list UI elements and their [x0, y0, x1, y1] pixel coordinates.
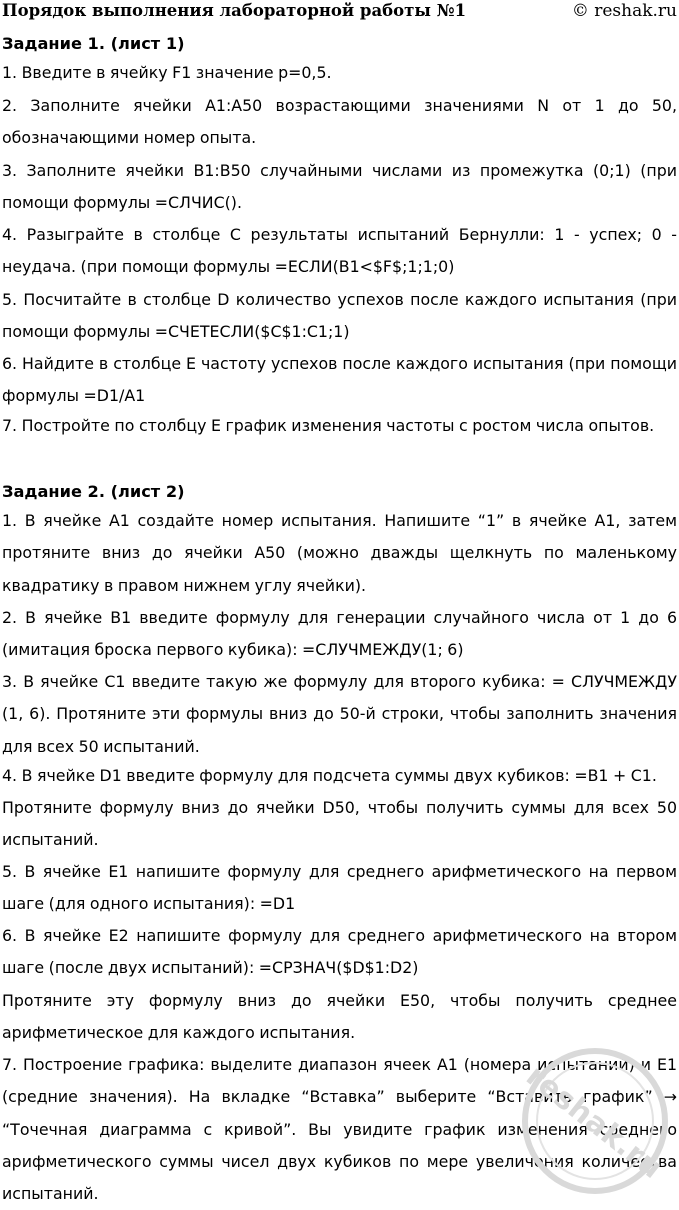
task2-step-2: 2. В ячейке B1 введите формулу для генерации случайного числа от 1 до 6 (имитация броска первого кубика): =СЛУЧМЕЖДУ(1; 6)	[2, 608, 677, 660]
task2-step-1: 1. В ячейке A1 создайте номер испытания. Напишите “1” в ячейке A1, затем протяните вниз до ячейки A50 (можно дважды щелкнуть по маленькому квадратику в правом нижнем углу ячейки).	[2, 511, 677, 595]
task2-step-7: 7. Построение графика: выделите диапазон ячеек A1 (номера испытаний) и E1 (средние значения). На вкладке “Вставка” выберите “Вставить график” → “Точечная диаграмма с кривой”. Вы увидите график изменения среднего арифметического суммы чисел двух кубиков по мере увеличения количества испытаний.	[2, 1055, 677, 1204]
task2-heading: Задание 2. (лист 2)	[2, 482, 185, 501]
task1-heading: Задание 1. (лист 1)	[2, 34, 185, 53]
source-copyright: © reshak.ru	[571, 1, 677, 21]
task2-step-4-cont: Протяните формулу вниз до ячейки D50, чтобы получить суммы для всех 50 испытаний.	[2, 798, 677, 850]
task1-step-7: 7. Постройте по столбцу E график изменения частоты с ростом числа опытов.	[2, 416, 655, 435]
task1-step-3: 3. Заполните ячейки B1:B50 случайными числами из промежутка (0;1) (при помощи формулы =СЛЧИС().	[2, 161, 677, 213]
task2-step-3: 3. В ячейке C1 введите такую же формулу для второго кубика: = СЛУЧМЕЖДУ (1, 6). Протяните эти формулы вниз до 50-й строки, чтобы заполнить значения для всех 50 испытаний.	[2, 672, 677, 756]
task1-step-2: 2. Заполните ячейки A1:A50 возрастающими значениями N от 1 до 50, обозначающими номер опыта.	[2, 96, 677, 148]
svg-text:reshak.ru: reshak.ru	[519, 1058, 669, 1186]
task2-step-6-cont: Протяните эту формулу вниз до ячейки E50, чтобы получить среднее арифметическое для каждого испытания.	[2, 991, 677, 1043]
document-page	[2, 0, 677, 1204]
task2-step-4: 4. В ячейке D1 введите формулу для подсчета суммы двух кубиков: =B1 + C1.	[2, 766, 657, 785]
task1-step-1: 1. Введите в ячейку F1 значение p=0,5.	[2, 63, 332, 82]
task1-step-6: 6. Найдите в столбце E частоту успехов после каждого испытания (при помощи формулы =D1/A1	[2, 354, 677, 406]
task2-step-5: 5. В ячейке E1 напишите формулу для среднего арифметического на первом шаге (для одного испытания): =D1	[2, 862, 677, 914]
document-title: Порядок выполнения лабораторной работы №1	[2, 1, 467, 20]
task1-step-5: 5. Посчитайте в столбце D количество успехов после каждого испытания (при помощи формулы =СЧЕТЕСЛИ($C$1:C1;1)	[2, 290, 677, 342]
task1-step-4: 4. Разыграйте в столбце С результаты испытаний Бернулли: 1 - успех; 0 - неудача. (при помощи формулы =ЕСЛИ(B1<$F$;1;1;0)	[2, 225, 677, 277]
task2-step-6: 6. В ячейке E2 напишите формулу для среднего арифметического на втором шаге (после двух испытаний): =СРЗНАЧ($D$1:D2)	[2, 926, 677, 978]
